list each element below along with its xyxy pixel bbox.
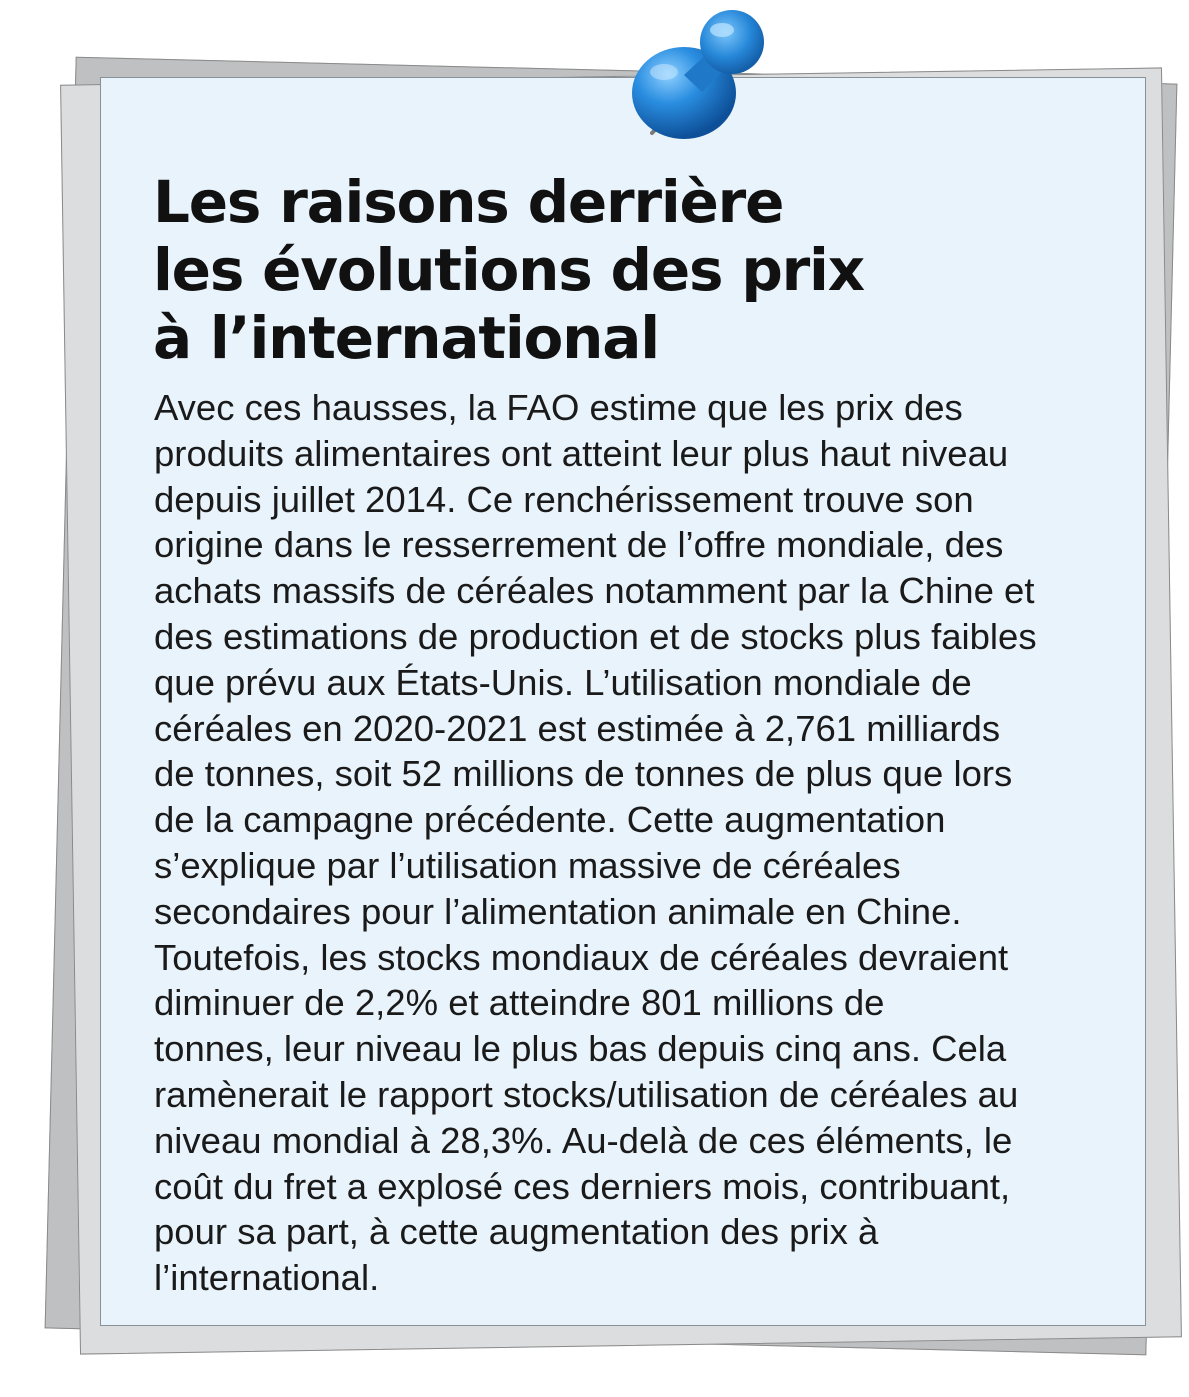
body-line: Toutefois, les stocks mondiaux de céréales devraient [154,936,1009,978]
body-line: achats massifs de céréales notamment par la Chine et [154,570,1035,612]
body-line: tonnes, leur niveau le plus bas depuis cinq ans. Cela [154,1028,1007,1070]
body-line: pour sa part, à cette augmentation des prix à [154,1211,879,1253]
note-title [153,168,1053,372]
title-line: Les raisons derrière [153,168,784,236]
body-line: céréales en 2020-2021 est estimée à 2,761 milliards [154,707,1001,749]
body-line: de tonnes, soit 52 millions de tonnes de plus que lors [154,753,1013,795]
body-line: des estimations de production et de stocks plus faibles [154,615,1037,657]
body-line: s’explique par l’utilisation massive de céréales [154,844,901,886]
body-line: que prévu aux États-Unis. L’utilisation mondiale de [154,661,972,703]
body-line: coût du fret a explosé ces derniers mois, contribuant, [154,1165,1011,1207]
title-line: les évolutions des prix [153,236,864,304]
body-line: Avec ces hausses, la FAO estime que les prix des [154,387,963,428]
body-line: ramènerait le rapport stocks/utilisation de céréales au [154,1073,1019,1115]
body-line: de la campagne précédente. Cette augmentation [154,799,946,841]
body-line: origine dans le resserrement de l’offre mondiale, des [154,524,1004,566]
title-line: à l’international [153,304,659,372]
body-line: produits alimentaires ont atteint leur plus haut niveau [154,432,1009,474]
note-body [154,385,1124,1301]
body-line: diminuer de 2,2% et atteindre 801 millions de [154,982,885,1024]
body-line: depuis juillet 2014. Ce renchérissement trouve son [154,478,974,520]
body-line: l’international. [154,1257,380,1299]
push-pin-icon [622,0,772,140]
body-line: niveau mondial à 28,3%. Au-delà de ces éléments, le [154,1119,1013,1161]
body-line: secondaires pour l’alimentation animale en Chine. [154,890,962,932]
